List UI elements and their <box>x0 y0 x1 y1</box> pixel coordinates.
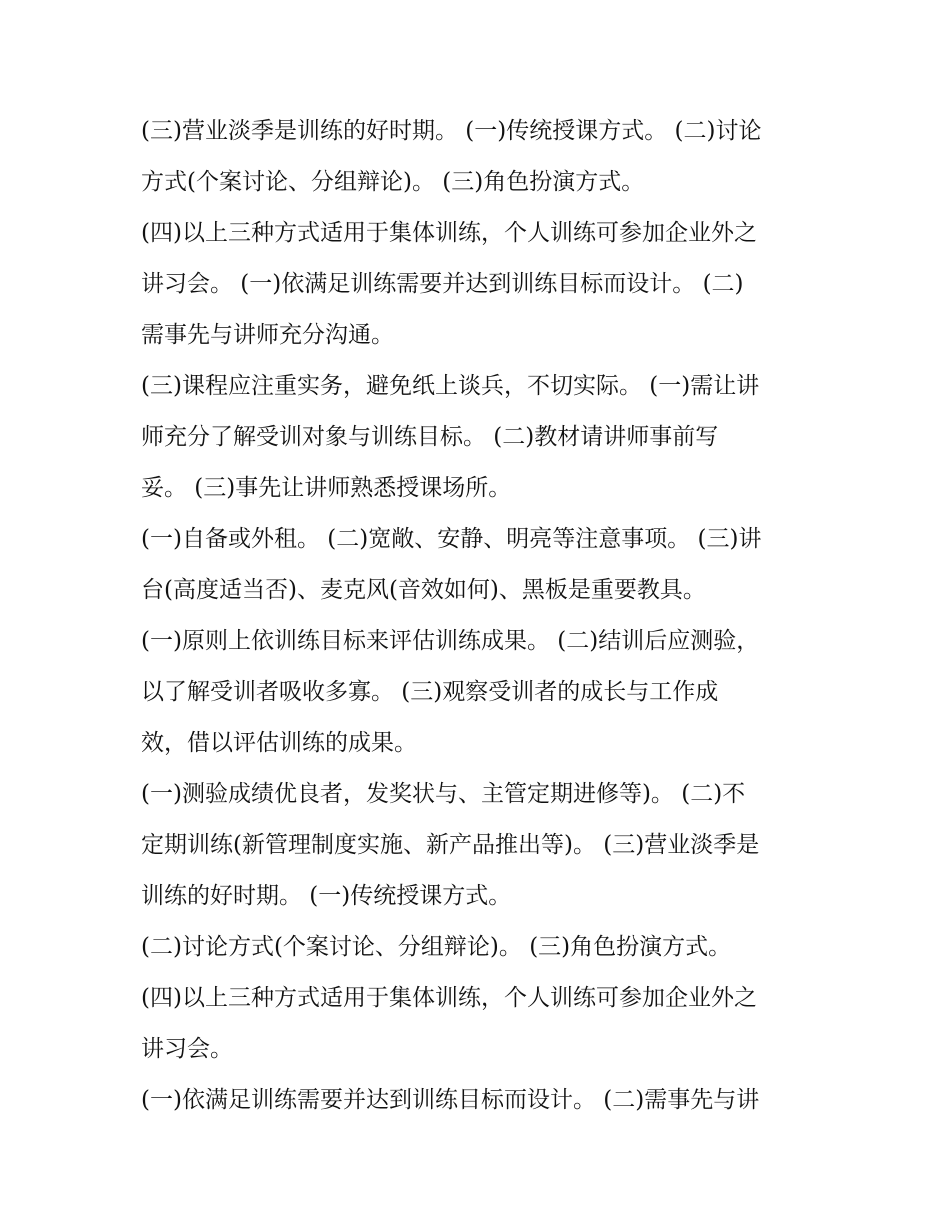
text-line: (一)依满足训练需要并达到训练目标而设计。 (二)需事先与讲 <box>141 1087 760 1113</box>
text-line: 讲习会。 (一)依满足训练需要并达到训练目标而设计。 (二) <box>141 271 744 297</box>
text-line: 方式(个案讨论、分组辩论)。 (三)角色扮演方式。 <box>141 169 645 195</box>
text-line: 需事先与讲师充分沟通。 <box>141 322 394 348</box>
text-line: (一)原则上依训练目标来评估训练成果。 (二)结训后应测验， <box>141 628 760 654</box>
text-line: (三)营业淡季是训练的好时期。 (一)传统授课方式。 (二)讨论 <box>141 118 762 144</box>
text-line: 效，借以评估训练的成果。 <box>141 730 417 756</box>
text-line: (一)自备或外租。 (二)宽敞、安静、明亮等注意事项。 (三)讲 <box>141 526 762 552</box>
text-line: 妥。 (三)事先让讲师熟悉授课场所。 <box>141 475 512 501</box>
text-line: 定期训练(新管理制度实施、新产品推出等)。 (三)营业淡季是 <box>141 832 760 858</box>
text-line: 台(高度适当否)、麦克风(音效如何)、黑板是重要教具。 <box>141 577 706 603</box>
text-line: (三)课程应注重实务，避免纸上谈兵，不切实际。 (一)需让讲 <box>141 373 760 399</box>
text-line: 训练的好时期。 (一)传统授课方式。 <box>141 883 512 909</box>
text-line: (四)以上三种方式适用于集体训练，个人训练可参加企业外之 <box>141 985 757 1011</box>
text-line: (一)测验成绩优良者，发奖状与、主管定期进修等)。 (二)不 <box>141 781 746 807</box>
text-line: 讲习会。 <box>141 1036 233 1062</box>
document-body <box>141 106 821 1126</box>
text-line: (二)讨论方式(个案讨论、分组辩论)。 (三)角色扮演方式。 <box>141 934 732 960</box>
text-line: (四)以上三种方式适用于集体训练，个人训练可参加企业外之 <box>141 220 757 246</box>
text-line: 以了解受训者吸收多寡。 (三)观察受训者的成长与工作成 <box>141 679 719 705</box>
text-line: 师充分了解受训对象与训练目标。 (二)教材请讲师事前写 <box>141 424 719 450</box>
